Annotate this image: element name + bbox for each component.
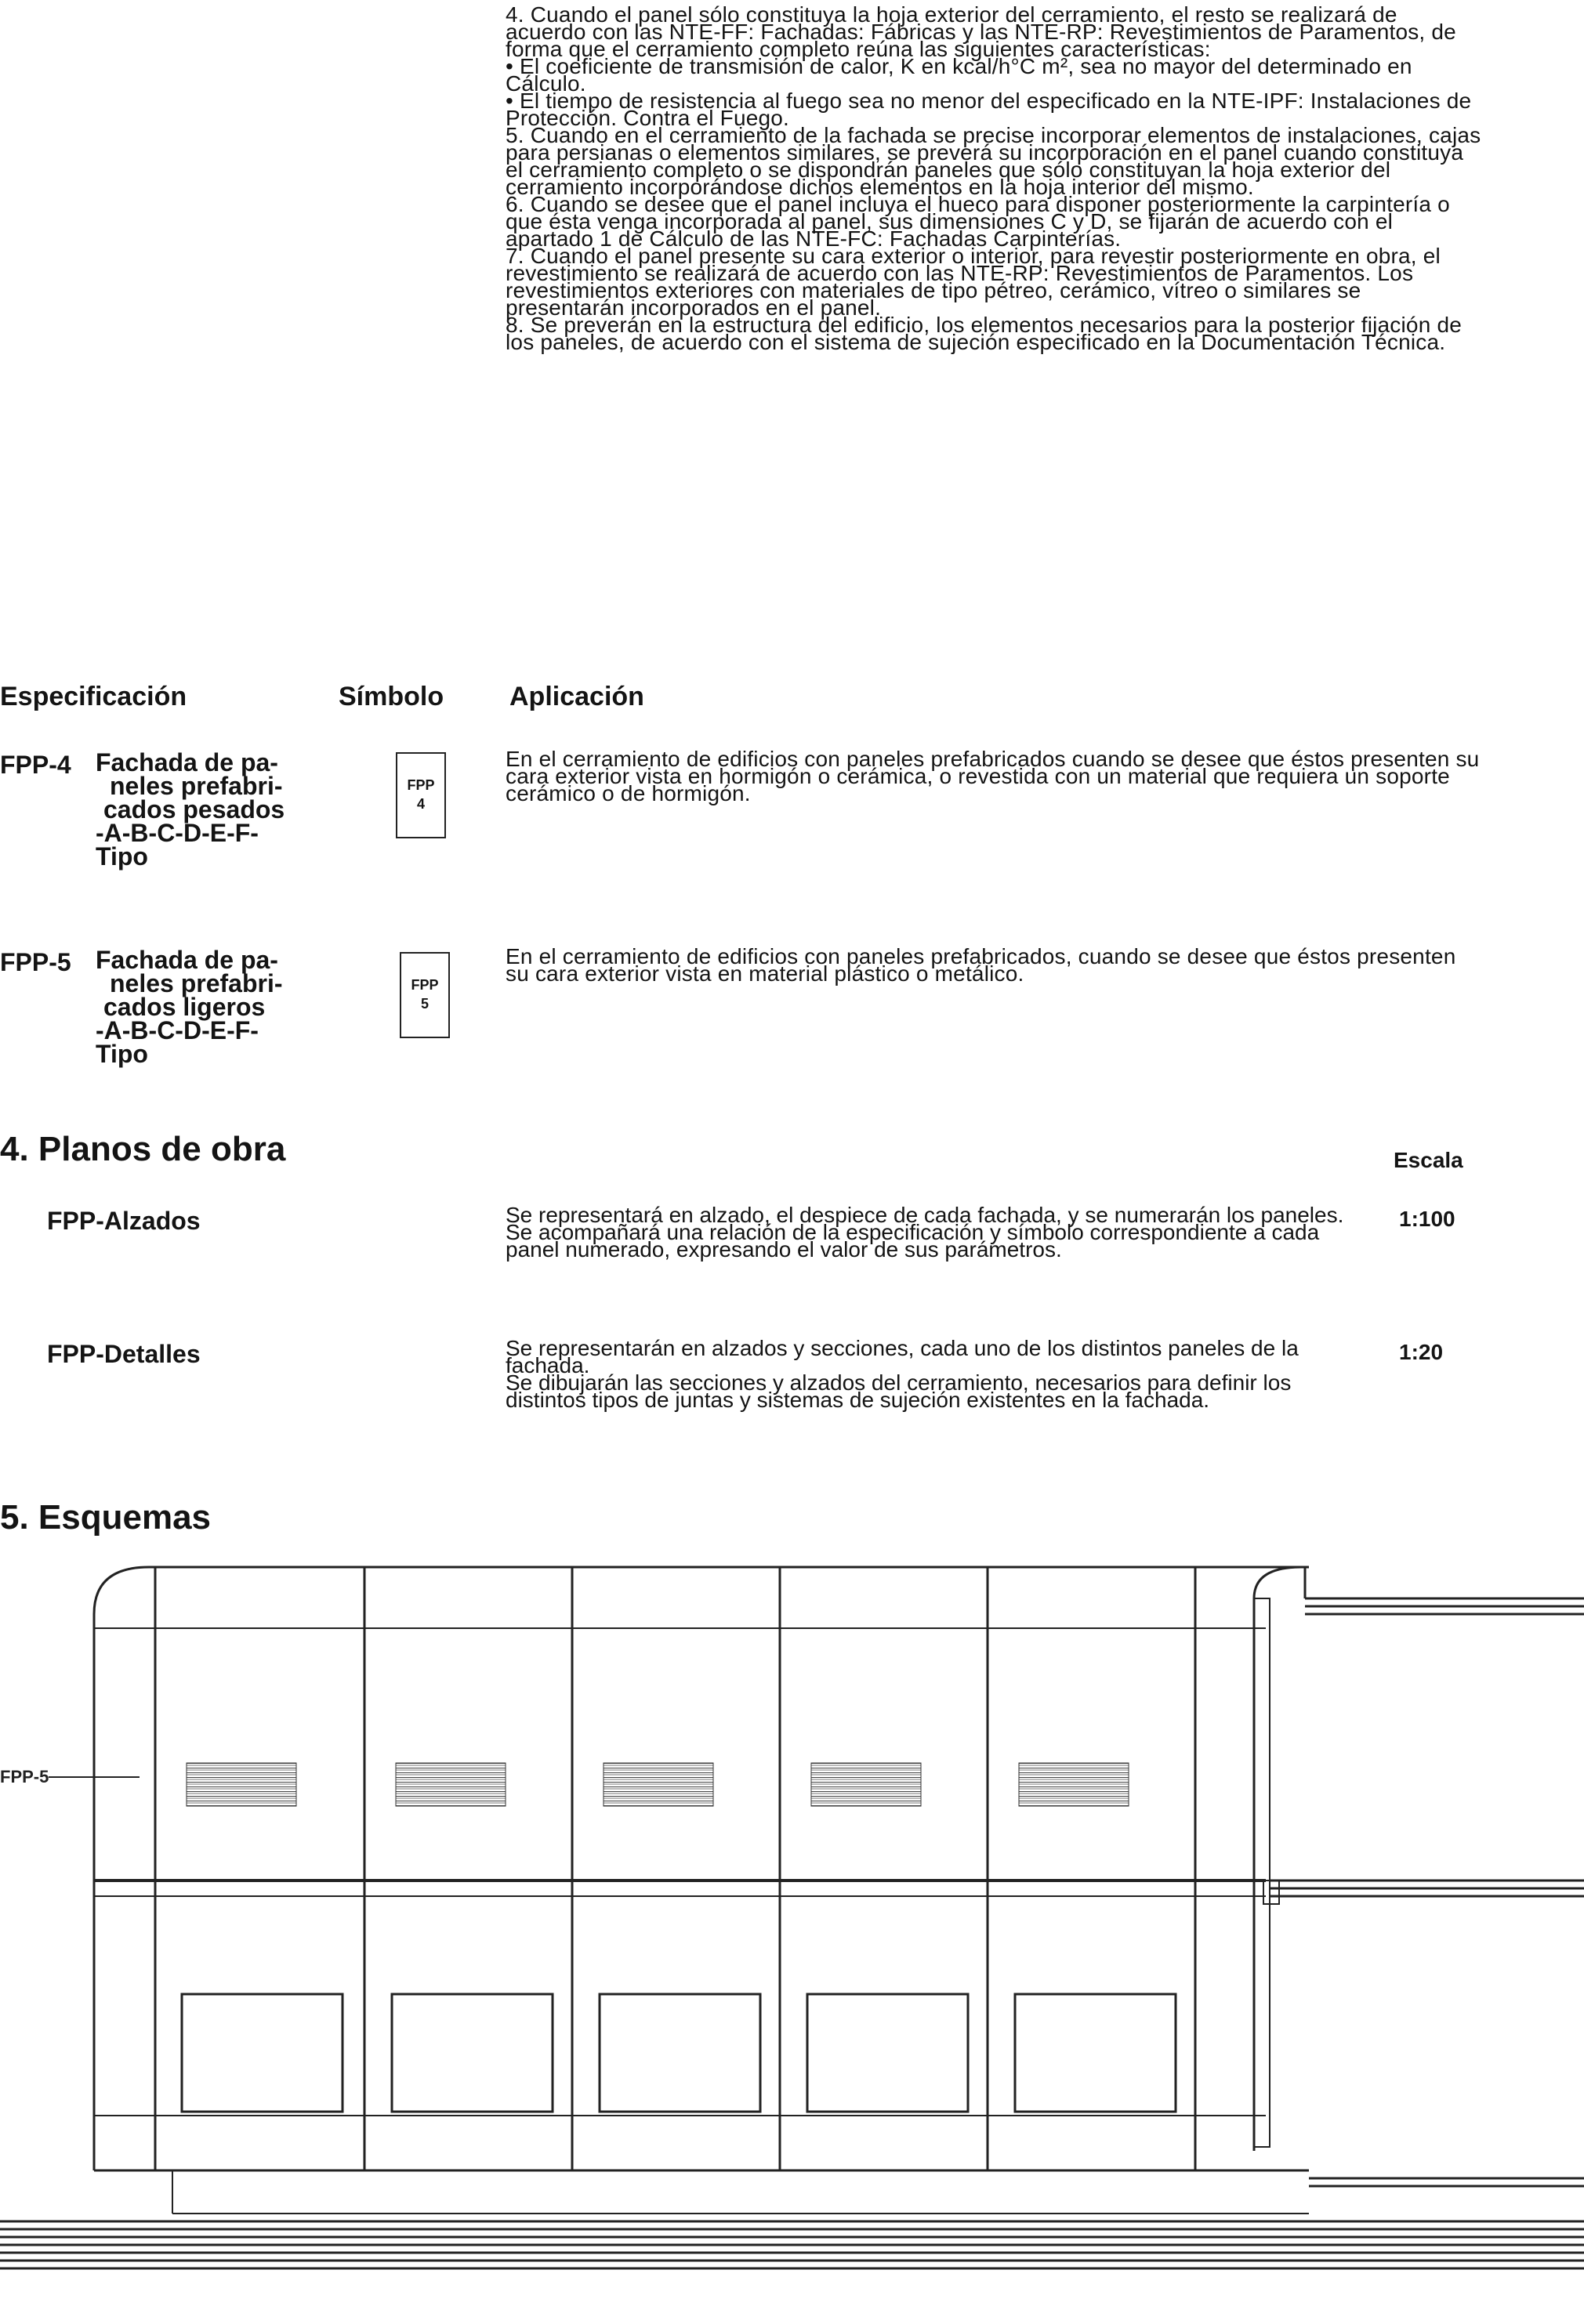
section-title-planos: 4. Planos de obra	[0, 1130, 286, 1168]
note-5: 5. Cuando en el cerramiento de la fachada se precise incorporar elementos de instalaciones, cajas para persianas o elementos similares, se preverá su incorporación en el panel cuando constituya el cerramiento completo o se dispondrán paneles que sólo constituyan la hoja exterior del cerramiento incorporándose dichos elementos en la hoja interior del mismo.	[506, 123, 1481, 199]
spec-name-fpp4	[96, 748, 331, 871]
fpp5-diagram-label: FPP-5	[0, 1767, 49, 1786]
spec-name-line: -A-B-C-D-E-F-	[96, 819, 259, 847]
spec-name-line: Fachada de pa-	[96, 748, 278, 776]
spec-name-line: neles prefabri-	[110, 969, 283, 997]
window-opening	[392, 1994, 553, 2112]
window-opening	[182, 1994, 343, 2112]
spec-name-fpp5	[96, 948, 331, 1066]
blind-box	[396, 1763, 506, 1806]
scale-header: Escala	[1394, 1148, 1463, 1172]
blind-box	[604, 1763, 713, 1806]
application-header: Aplicación	[509, 682, 644, 711]
symbol-fpp5	[400, 952, 450, 1038]
window-opening	[807, 1994, 968, 2112]
spec-code-fpp4: FPP-4	[0, 751, 71, 779]
scale-detalles: 1:20	[1399, 1340, 1444, 1364]
symbol-number: 4	[416, 796, 425, 812]
note-4-k: • El coeficiente de transmisión de calor, K en kcal/h°C m², sea no mayor del determinado en Cálculo.	[506, 54, 1412, 96]
spec-name-line: Tipo	[96, 842, 148, 871]
note-4: 4. Cuando el panel sólo constituya la hoja exterior del cerramiento, el resto se realizará de acuerdo con las NTE-FF: Fachadas: Fábricas y las NTE-RP: Revestimientos de Paramentos, de forma que el cerramiento completo reúna las siguientes características:	[506, 2, 1456, 61]
application-fpp4: En el cerramiento de edificios con paneles prefabricados cuando se desee que éstos presenten su cara exterior vista en hormigón o cerámica, o revestida con un material que requiera un soporte cerámico o de hormigón.	[506, 747, 1480, 805]
ground-hatch	[0, 2221, 1584, 2268]
spec-name-line: neles prefabri-	[110, 772, 283, 800]
facade-diagram	[0, 1551, 1584, 2324]
notes-block	[506, 2, 1481, 354]
spec-code-fpp5: FPP-5	[0, 948, 71, 976]
plan-desc-detalles: Se representarán en alzados y secciones, cada uno de los distintos paneles de la fachada. Se dibujarán las secciones y alzados del cerramiento, necesarios para definir los distintos tipos de juntas y sistemas de sujeción existentes en la fachada.	[506, 1336, 1299, 1412]
note-8: 8. Se preverán en la estructura del edificio, los elementos necesarios para la posterior fijación de los paneles, de acuerdo con el sistema de sujeción especificado en la Documentación Técnica.	[506, 313, 1462, 354]
window-opening	[1015, 1994, 1176, 2112]
spec-header: Especificación	[0, 682, 187, 711]
note-4-fire: • El tiempo de resistencia al fuego sea no menor del especificado en la NTE-IPF: Instalaciones de Protección. Contra el Fuego.	[506, 89, 1472, 130]
window-opening	[600, 1994, 760, 2112]
plan-label-detalles: FPP-Detalles	[47, 1340, 201, 1368]
blind-box	[811, 1763, 921, 1806]
blind-box	[1019, 1763, 1129, 1806]
facade-frame	[94, 1567, 1309, 2170]
note-7: 7. Cuando el panel presente su cara exterior o interior, para revestir posteriormente en obra, el revestimiento se realizará de acuerdo con las NTE-RP: Revestimientos de Paramentos. Los revestimientos exteriores con materiales de tipo pétreo, cerámico, vítreo o similares se presentarán incorporados en el panel.	[506, 244, 1441, 320]
spec-name-line: Tipo	[96, 1040, 148, 1068]
symbol-fpp4	[396, 752, 446, 838]
plan-desc-alzados: Se representará en alzado, el despiece de cada fachada, y se numerarán los paneles. Se acompañará una relación de la especificación y símbolo correspondiente a cada panel numerado, expresando el valor de sus parámetros.	[506, 1203, 1344, 1262]
scale-alzados: 1:100	[1399, 1207, 1455, 1231]
section-mullion	[1254, 1598, 1270, 2147]
application-fpp5: En el cerramiento de edificios con paneles prefabricados, cuando se desee que éstos presenten su cara exterior vista en material plástico o metálico.	[506, 944, 1456, 986]
plan-label-alzados: FPP-Alzados	[47, 1207, 201, 1235]
symbol-header: Símbolo	[339, 682, 444, 711]
symbol-number: 5	[420, 996, 429, 1012]
section-title-esquemas: 5. Esquemas	[0, 1498, 212, 1537]
spec-name-line: cados ligeros	[103, 993, 266, 1021]
spec-name-line: cados pesados	[103, 795, 285, 824]
symbol-text: FPP	[411, 977, 439, 993]
symbol-text: FPP	[407, 777, 435, 793]
section-cap	[1254, 1567, 1305, 2151]
spec-name-line: Fachada de pa-	[96, 946, 278, 974]
spec-name-line: -A-B-C-D-E-F-	[96, 1016, 259, 1044]
section-joint-small	[1263, 1881, 1279, 1904]
blind-box	[187, 1763, 296, 1806]
note-6: 6. Cuando se desee que el panel incluya el hueco para disponer posteriormente la carpintería o que ésta venga incorporada al panel, sus dimensiones C y D, se fijarán de acuerdo con el apartado 1 de Cálculo de las NTE-FC: Fachadas Carpinterías.	[506, 192, 1450, 251]
